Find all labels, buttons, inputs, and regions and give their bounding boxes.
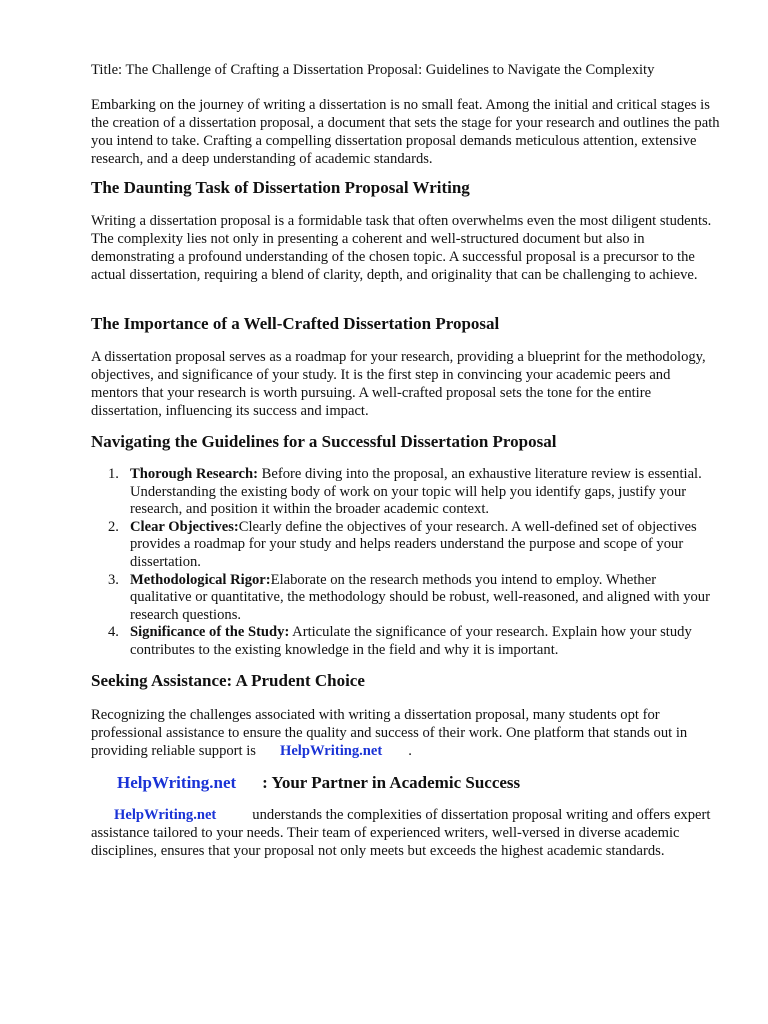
importance-paragraph: A dissertation proposal serves as a roadmap for your research, providing a blueprint for the methodology, objectives, and significance of your study. It is the first step in convincing your academic peers and mentors that your research is worth pursuing. A well-crafted proposal sets the tone for the entire dissertation, influencing its success and impact. [91, 349, 706, 419]
partner-paragraph-text: understands the complexities of dissertation proposal writing and offers expert assistance tailored to your needs. Their team of experienced writers, well-versed in diverse academic disciplines, ensures that your proposal not only meets but exceeds the highest academic standards. [91, 807, 711, 859]
list-item [91, 572, 721, 625]
section-heading-guidelines: Navigating the Guidelines for a Successful Dissertation Proposal [91, 432, 557, 451]
section-heading-seeking-assistance: Seeking Assistance: A Prudent Choice [91, 671, 365, 690]
list-item [91, 466, 721, 519]
daunting-task-paragraph: Writing a dissertation proposal is a formidable task that often overwhelms even the most diligent students. The complexity lies not only in presenting a coherent and well-structured document but also in demonstrating a profound understanding of the chosen topic. A successful proposal is a precursor to the actual dissertation, requiring a blend of clarity, depth, and originality that can be challenging to achieve. [91, 213, 712, 283]
document-title-line: Title: The Challenge of Crafting a Dissertation Proposal: Guidelines to Navigate the Complexity [91, 62, 655, 78]
partner-heading-text: : Your Partner in Academic Success [262, 773, 521, 792]
list-item-number: 2. [108, 518, 119, 535]
list-item-term: Thorough Research: [130, 466, 258, 482]
seeking-assistance-period: . [408, 743, 412, 759]
list-item-number: 1. [108, 466, 119, 482]
helpwriting-link-inline[interactable]: HelpWriting.net [279, 743, 383, 759]
list-item-term: Methodological Rigor: [130, 571, 271, 588]
list-item [91, 624, 721, 659]
list-item-text: Elaborate on the research methods you intend to employ. Whether qualitative or quantitative, the methodology should be robust, well-reasoned, and aligned with your research questions. [130, 571, 710, 623]
helpwriting-body-link[interactable]: HelpWriting.net [114, 807, 217, 823]
section-heading-partner [117, 773, 520, 793]
partner-paragraph [91, 806, 721, 860]
list-item-term: Significance of the Study: [130, 624, 290, 641]
section-heading-daunting-task: The Daunting Task of Dissertation Proposal Writing [91, 178, 470, 197]
guidelines-list [91, 466, 721, 660]
list-item-text: Before diving into the proposal, an exhaustive literature review is essential. Understanding the existing body of work on your topic will help you identify gaps, justify your research, and position it within the broader academic context. [130, 466, 702, 518]
list-item-term: Clear Objectives: [130, 518, 239, 535]
section-heading-importance: The Importance of a Well-Crafted Dissertation Proposal [91, 314, 500, 333]
intro-paragraph: Embarking on the journey of writing a dissertation is no small feat. Among the initial and critical stages is the creation of a dissertation proposal, a document that sets the stage for your research and outlines the path you intend to take. Crafting a compelling dissertation proposal demands meticulous attention, extensive research, and a deep understanding of academic standards. [91, 97, 720, 167]
seeking-assistance-text: Recognizing the challenges associated with writing a dissertation proposal, many students opt for professional assistance to ensure the quality and success of their work. One platform that stands out in providing reliable support is [91, 707, 688, 759]
helpwriting-heading-link[interactable]: HelpWriting.net [117, 773, 237, 792]
seeking-assistance-paragraph [91, 706, 721, 760]
list-item-number: 3. [108, 571, 119, 588]
list-item-text: Clearly define the objectives of your research. A well-defined set of objectives provides a roadmap for your study and helps readers understand the purpose and scope of your dissertation. [130, 518, 697, 570]
list-item [91, 519, 721, 572]
list-item-number: 4. [108, 624, 119, 641]
list-item-text: Articulate the significance of your research. Explain how your study contributes to the existing knowledge in the field and why it is important. [130, 624, 692, 658]
